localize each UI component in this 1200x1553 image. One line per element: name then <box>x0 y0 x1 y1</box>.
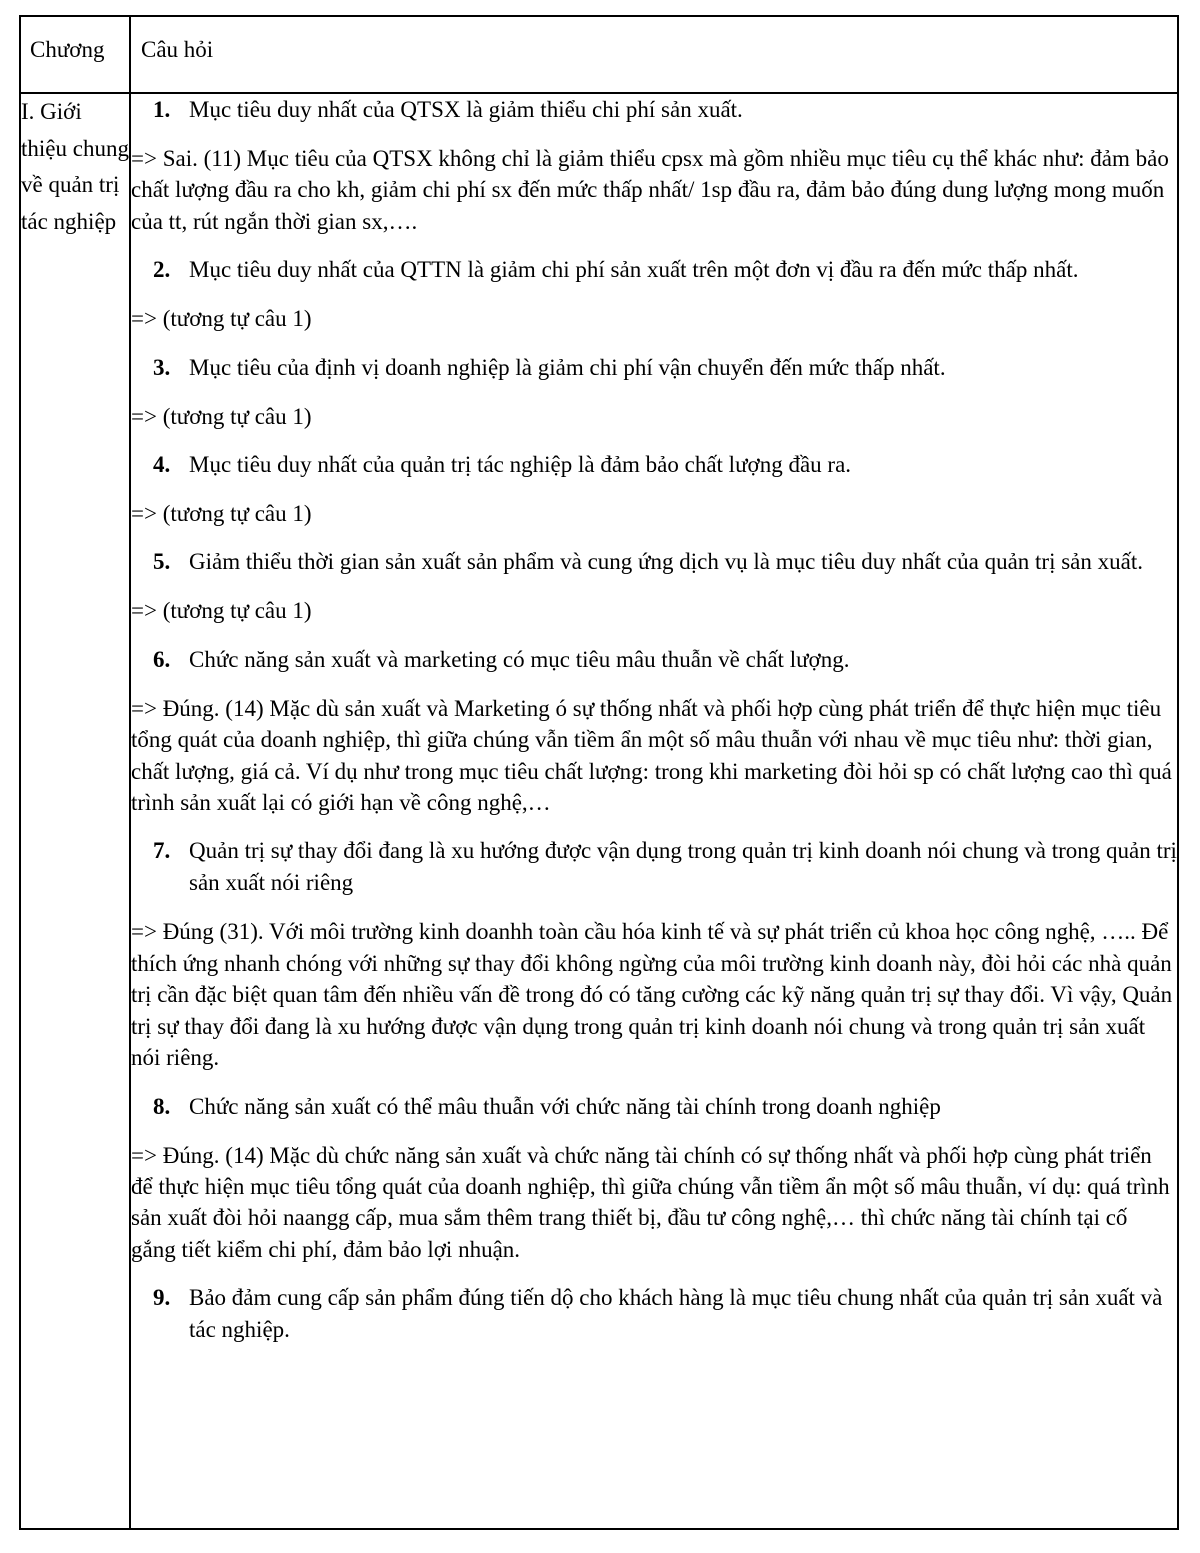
question-text: Mục tiêu của định vị doanh nghiệp là giảm chi phí vận chuyển đến mức thấp nhất. <box>189 354 946 380</box>
question-number: 8. <box>153 1093 171 1119</box>
header-row <box>20 16 1178 93</box>
answer-text: => Sai. (11) Mục tiêu của QTSX không chỉ là giảm thiểu cpsx mà gồm nhiều mục tiêu cụ thể khác như: đảm bảo chất lượng đầu ra cho kh, giảm chi phí sx đến mức thấp nhất/ 1sp đầu ra, đảm bảo đúng dung lượng mong muốn của tt, rút ngắn thời gian sx,…. <box>131 146 1169 234</box>
question-text: Mục tiêu duy nhất của QTTN là giảm chi phí sản xuất trên một đơn vị đầu ra đến mức thấp nhất. <box>189 257 1079 283</box>
chapter-column-header: Chương <box>20 16 130 93</box>
answer-text: => (tương tự câu 1) <box>131 403 312 429</box>
answer-text: => (tương tự câu 1) <box>131 501 312 527</box>
questions-cell <box>130 93 1178 1529</box>
question-number: 7. <box>153 838 171 864</box>
question-number: 9. <box>153 1285 171 1311</box>
question-number: 4. <box>153 452 171 478</box>
question-number: 6. <box>153 646 171 672</box>
question-item <box>131 449 1177 481</box>
question-item <box>131 644 1177 676</box>
answer-text: => (tương tự câu 1) <box>131 598 312 624</box>
question-item <box>131 835 1177 899</box>
question-text: Chức năng sản xuất có thể mâu thuẫn với chức năng tài chính trong doanh nghiệp <box>189 1093 941 1119</box>
question-text: Chức năng sản xuất và marketing có mục tiêu mâu thuẫn về chất lượng. <box>189 646 850 672</box>
question-text: Bảo đảm cung cấp sản phẩm đúng tiến dộ cho khách hàng là mục tiêu chung nhất của quản trị sản xuất và tác nghiệp. <box>189 1285 1163 1343</box>
document-page <box>19 15 1177 1530</box>
answer-text: => (tương tự câu 1) <box>131 306 312 332</box>
question-item <box>131 1282 1177 1346</box>
question-item <box>131 546 1177 578</box>
question-item <box>131 254 1177 286</box>
answer-text: => Đúng. (14) Mặc dù sản xuất và Marketing ó sự thống nhất và phối hợp cùng phát triển để thực hiện mục tiêu tổng quát của doanh nghiệp, thì giữa chúng vẫn tiềm ẩn một số mâu thuẫn với nhau về mục tiêu như: thời gian, chất lượng, giá cả. Ví dụ như trong mục tiêu chất lượng: trong khi marketing đòi hỏi sp có chất lượng cao thì quá trình sản xuất lại có giới hạn về công nghệ,… <box>131 695 1172 816</box>
question-item <box>131 1091 1177 1123</box>
question-text: Giảm thiểu thời gian sản xuất sản phẩm và cung ứng dịch vụ là mục tiêu duy nhất của quản trị sản xuất. <box>189 549 1143 575</box>
question-number: 2. <box>153 257 171 283</box>
question-text: Quản trị sự thay đổi đang là xu hướng được vận dụng trong quản trị kinh doanh nói chung và trong quản trị sản xuất nói riêng <box>189 838 1177 896</box>
answer-text: => Đúng (31). Với môi trường kinh doanhh toàn cầu hóa kinh tế và sự phát triển củ khoa học công nghệ, ….. Để thích ứng nhanh chóng với những sự thay đổi không ngừng của môi trường kinh doanh này, đòi hỏi các nhà quản trị cần đặc biệt quan tâm đến nhiều vấn đề trong đó có tăng cường các kỹ năng quản trị sự thay đổi. Vì vậy, Quản trị sự thay đổi đang là xu hướng được vận dụng trong quản trị kinh doanh nói chung và trong quản trị sản xuất nói riêng. <box>131 919 1173 1071</box>
chapter-row <box>20 93 1178 1529</box>
question-column-header: Câu hỏi <box>130 16 1178 93</box>
question-text: Mục tiêu duy nhất của QTSX là giảm thiểu chi phí sản xuất. <box>189 97 743 122</box>
chapter-title: I. Giới thiệu chung về quản trị tác nghiệp <box>20 93 130 1529</box>
qa-table <box>19 15 1179 1530</box>
question-number: 1. <box>153 97 171 122</box>
answer-text: => Đúng. (14) Mặc dù chức năng sản xuất và chức năng tài chính có sự thống nhất và phối hợp cùng phát triển để thực hiện mục tiêu tổng quát của doanh nghiệp, thì giữa chúng vẫn tiềm ẩn một số mâu thuẫn, ví dụ: quá trình sản xuất đòi hỏi naangg cấp, mua sắm thêm trang thiết bị, đầu tư công nghệ,… thì chức năng tài chính tại cố gắng tiết kiểm chi phí, đảm bảo lợi nhuận. <box>131 1142 1170 1262</box>
question-number: 3. <box>153 354 171 380</box>
question-text: Mục tiêu duy nhất của quản trị tác nghiệp là đảm bảo chất lượng đầu ra. <box>189 452 852 478</box>
question-item <box>131 352 1177 384</box>
question-number: 5. <box>153 549 171 575</box>
question-item <box>131 94 1177 126</box>
